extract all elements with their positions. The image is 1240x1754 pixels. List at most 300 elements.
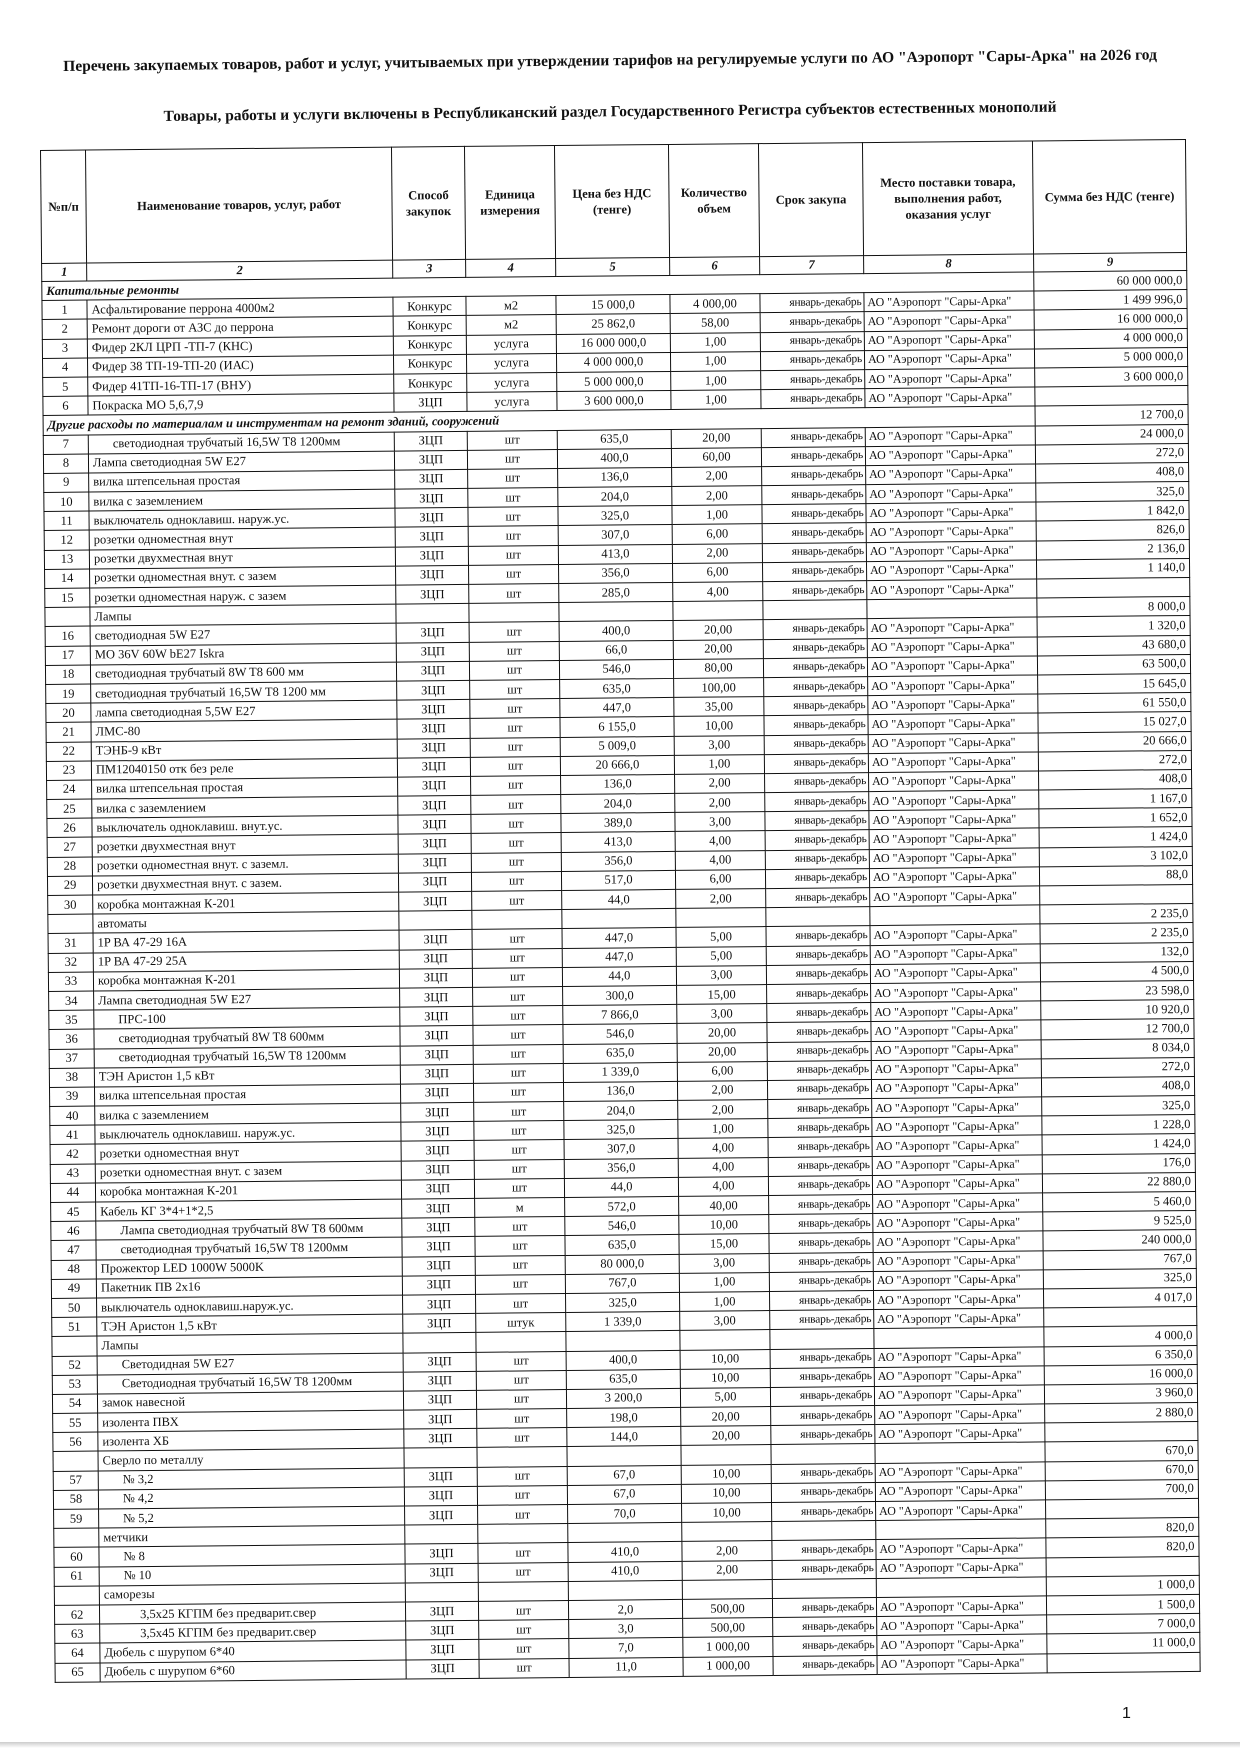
cell-sum — [1047, 1652, 1200, 1673]
cell-place: АО "Аэропорт "Сары-Арка" — [874, 1308, 1044, 1329]
cell-unit: м2 — [466, 315, 556, 335]
cell-price: 5 000 000,0 — [557, 371, 671, 391]
cell-term: январь-декабрь — [762, 485, 866, 505]
cell-unit: штук — [476, 1313, 566, 1333]
cell-num: 6 — [43, 396, 88, 416]
cell-name: светодиодная трубчатый 16,5W T8 1200мм — [96, 1237, 402, 1259]
cell-sum — [1035, 386, 1188, 407]
cell-method — [404, 1448, 477, 1468]
cell-num — [45, 607, 90, 627]
cell-name: 3,5х25 КГПМ без предварит.свер — [99, 1602, 405, 1624]
cell-unit: шт — [477, 1466, 567, 1486]
cell-term — [772, 1521, 876, 1541]
column-number: 7 — [760, 256, 864, 275]
cell-place: АО "Аэропорт "Сары-Арка" — [867, 617, 1037, 638]
cell-qty: 2,00 — [672, 543, 762, 563]
header-method: Способ закупок — [391, 146, 465, 260]
cell-place: АО "Аэропорт "Сары-Арка" — [864, 310, 1034, 331]
cell-qty: 3,00 — [674, 735, 764, 755]
cell-term: январь-декабрь — [766, 888, 870, 908]
cell-unit: шт — [474, 1102, 564, 1122]
cell-method: ЗЦП — [404, 1467, 477, 1487]
cell-price: 546,0 — [559, 659, 673, 679]
cell-sum: 88,0 — [1039, 865, 1192, 886]
cell-sum: 2 235,0 — [1040, 904, 1193, 925]
cell-qty — [681, 1445, 771, 1465]
cell-qty: 20,00 — [681, 1426, 771, 1446]
cell-name: вилка штепсельная простая — [94, 1084, 400, 1106]
cell-place: АО "Аэропорт "Сары-Арка" — [865, 445, 1035, 466]
cell-qty: 500,00 — [682, 1598, 772, 1618]
cell-sum: 63 500,0 — [1037, 654, 1190, 675]
cell-unit: шт — [472, 891, 562, 911]
cell-term: январь-декабрь — [761, 370, 865, 390]
cell-method: ЗЦП — [404, 1429, 477, 1449]
cell-num: 41 — [50, 1125, 95, 1145]
column-number: 1 — [42, 263, 87, 281]
cell-name: Фидер 41ТП-16-ТП-17 (ВНУ) — [88, 374, 394, 396]
group-title: автоматы — [93, 911, 399, 933]
cell-method: ЗЦП — [403, 1390, 476, 1410]
cell-method: ЗЦП — [398, 853, 471, 873]
cell-name: вилка с заземлением — [95, 1103, 401, 1125]
cell-sum: 700,0 — [1045, 1479, 1198, 1500]
cell-price: 44,0 — [562, 889, 676, 909]
cell-price: 204,0 — [564, 1100, 678, 1120]
column-number: 5 — [556, 257, 670, 276]
cell-term: январь-декабрь — [770, 1348, 874, 1368]
cell-price: 1 339,0 — [563, 1062, 677, 1082]
cell-place: АО "Аэропорт "Сары-Арка" — [876, 1538, 1046, 1559]
cell-unit: шт — [474, 1140, 564, 1160]
cell-method: ЗЦП — [402, 1237, 475, 1257]
cell-sum: 3 102,0 — [1039, 846, 1192, 867]
cell-name: коробка монтажная К-201 — [95, 1180, 401, 1202]
cell-num — [54, 1586, 99, 1606]
cell-sum: 4 017,0 — [1043, 1287, 1196, 1308]
cell-unit: шт — [476, 1389, 566, 1409]
cell-name: № 5,2 — [99, 1506, 405, 1528]
cell-qty: 20,00 — [677, 1042, 767, 1062]
cell-num: 31 — [48, 933, 93, 953]
cell-qty: 5,00 — [676, 946, 766, 966]
cell-price — [568, 1580, 682, 1600]
cell-sum: 2 880,0 — [1045, 1403, 1198, 1424]
cell-unit: шт — [477, 1485, 567, 1505]
cell-place: АО "Аэропорт "Сары-Арка" — [876, 1557, 1046, 1578]
cell-term: январь-декабрь — [762, 561, 866, 581]
cell-method: ЗЦП — [401, 1141, 474, 1161]
cell-price: 136,0 — [561, 774, 675, 794]
cell-qty: 58,00 — [670, 313, 760, 333]
cell-price: 410,0 — [568, 1561, 682, 1581]
cell-place: АО "Аэропорт "Сары-Арка" — [867, 637, 1037, 658]
cell-price: 204,0 — [561, 793, 675, 813]
cell-name: Фидер 38 ТП-19-ТП-20 (ИАС) — [87, 355, 393, 377]
cell-place: АО "Аэропорт "Сары-Арка" — [873, 1193, 1043, 1214]
cell-num: 25 — [47, 799, 92, 819]
cell-place: АО "Аэропорт "Сары-Арка" — [877, 1634, 1047, 1655]
cell-place: АО "Аэропорт "Сары-Арка" — [877, 1653, 1047, 1674]
cell-qty: 1,00 — [670, 332, 760, 352]
cell-unit: шт — [478, 1543, 568, 1563]
cell-name: Светодиодная трубчатый 16,5W T8 1200мм — [97, 1372, 403, 1394]
cell-num: 47 — [51, 1240, 96, 1260]
cell-name: ПРС-100 — [94, 1007, 400, 1029]
cell-place: АО "Аэропорт "Сары-Арка" — [871, 1039, 1041, 1060]
cell-price: 80 000,0 — [565, 1254, 679, 1274]
cell-qty — [682, 1579, 772, 1599]
cell-qty: 5,00 — [680, 1387, 770, 1407]
cell-place: АО "Аэропорт "Сары-Арка" — [864, 330, 1034, 351]
cell-name: Пакетник ПВ 2х16 — [96, 1276, 402, 1298]
cell-method: ЗЦП — [402, 1256, 475, 1276]
cell-term: январь-декабрь — [767, 1041, 871, 1061]
cell-sum: 4 000,0 — [1044, 1326, 1197, 1347]
cell-price: 572,0 — [565, 1196, 679, 1216]
cell-num: 21 — [46, 722, 91, 742]
cell-sum — [1040, 884, 1193, 905]
cell-num: 8 — [43, 454, 88, 474]
cell-place: АО "Аэропорт "Сары-Арка" — [871, 982, 1041, 1003]
cell-num: 23 — [46, 761, 91, 781]
cell-sum: 767,0 — [1043, 1249, 1196, 1270]
cell-price: 2,0 — [568, 1599, 682, 1619]
cell-qty: 2,00 — [676, 889, 766, 909]
cell-price: 325,0 — [566, 1292, 680, 1312]
cell-num: 49 — [51, 1279, 96, 1299]
cell-name: Дюбель с шурупом 6*40 — [100, 1640, 406, 1662]
cell-place: АО "Аэропорт "Сары-Арка" — [864, 291, 1034, 312]
cell-unit: шт — [471, 795, 561, 815]
cell-qty: 500,00 — [683, 1618, 773, 1638]
cell-price: 635,0 — [560, 678, 674, 698]
cell-term: январь-декабрь — [773, 1636, 877, 1656]
cell-unit: шт — [472, 929, 562, 949]
cell-price: 3,0 — [569, 1619, 683, 1639]
cell-name: выключатель одноклавиш. наруж.ус. — [89, 508, 395, 530]
cell-qty: 1,00 — [679, 1272, 769, 1292]
cell-place: АО "Аэропорт "Сары-Арка" — [864, 349, 1034, 370]
cell-method: ЗЦП — [402, 1275, 475, 1295]
cell-unit: шт — [472, 967, 562, 987]
cell-qty: 20,00 — [681, 1407, 771, 1427]
cell-term: январь-декабрь — [763, 619, 867, 639]
cell-num: 62 — [54, 1605, 99, 1625]
cell-method: ЗЦП — [397, 738, 470, 758]
cell-term: январь-декабрь — [763, 638, 867, 658]
cell-name: светодиодная трубчатый 16,5W T8 1200 мм — [91, 681, 397, 703]
cell-method: ЗЦП — [395, 469, 468, 489]
cell-place: АО "Аэропорт "Сары-Арка" — [872, 1097, 1042, 1118]
cell-term: январь-декабрь — [772, 1559, 876, 1579]
cell-term — [763, 600, 867, 620]
cell-name: Лампа светодиодная 5W E27 — [94, 988, 400, 1010]
cell-qty: 1 000,00 — [683, 1637, 773, 1657]
cell-qty: 10,00 — [682, 1503, 772, 1523]
group-title: метчики — [99, 1525, 405, 1547]
cell-price: 635,0 — [565, 1235, 679, 1255]
cell-method: ЗЦП — [398, 776, 471, 796]
cell-num: 2 — [42, 319, 87, 339]
cell-place: АО "Аэропорт "Сары-Арка" — [872, 1155, 1042, 1176]
cell-term — [770, 1329, 874, 1349]
cell-price: 400,0 — [566, 1350, 680, 1370]
cell-sum: 1 320,0 — [1037, 616, 1190, 637]
cell-num: 12 — [44, 530, 89, 550]
cell-sum: 8 000,0 — [1037, 597, 1190, 618]
cell-term: январь-декабрь — [769, 1252, 873, 1272]
cell-name: коробка монтажная К-201 — [93, 892, 399, 914]
cell-qty: 2,00 — [672, 486, 762, 506]
cell-unit — [469, 603, 559, 623]
cell-name: светодиодная трубчатый 8W T8 600 мм — [90, 662, 396, 684]
cell-term: январь-декабрь — [763, 581, 867, 601]
cell-unit: шт — [473, 1006, 563, 1026]
cell-sum — [1044, 1307, 1197, 1328]
cell-num: 5 — [43, 377, 88, 397]
cell-unit: шт — [468, 526, 558, 546]
cell-sum: 325,0 — [1042, 1096, 1195, 1117]
cell-sum: 1 499 996,0 — [1034, 290, 1187, 311]
cell-sum: 3 600 000,0 — [1035, 366, 1188, 387]
cell-qty: 2,00 — [675, 793, 765, 813]
cell-term: январь-декабрь — [765, 849, 869, 869]
group-title: Лампы — [97, 1333, 403, 1355]
cell-term: январь-декабрь — [760, 350, 864, 370]
cell-qty: 1,00 — [671, 390, 761, 410]
cell-sum: 670,0 — [1045, 1441, 1198, 1462]
cell-price: 15 000,0 — [556, 295, 670, 315]
cell-term: январь-декабрь — [767, 1060, 871, 1080]
cell-unit: шт — [471, 814, 561, 834]
cell-method: ЗЦП — [396, 565, 469, 585]
cell-term: январь-декабрь — [766, 964, 870, 984]
cell-num: 38 — [49, 1068, 94, 1088]
cell-place: АО "Аэропорт "Сары-Арка" — [875, 1462, 1045, 1483]
cell-num: 46 — [51, 1221, 96, 1241]
cell-num: 40 — [50, 1106, 95, 1126]
cell-num: 22 — [46, 742, 91, 762]
cell-price — [562, 909, 676, 929]
cell-method: ЗЦП — [401, 1179, 474, 1199]
cell-unit: шт — [478, 1600, 568, 1620]
cell-name: Лампа светодиодная трубчатый 8W T8 600мм — [96, 1218, 402, 1240]
group-title: Лампы — [90, 604, 396, 626]
cell-place: АО "Аэропорт "Сары-Арка" — [875, 1423, 1045, 1444]
cell-term: январь-декабрь — [768, 1175, 872, 1195]
cell-sum: 1 842,0 — [1036, 501, 1189, 522]
cell-num: 26 — [47, 818, 92, 838]
cell-name: светодиодная трубчатый 8W T8 600мм — [94, 1026, 400, 1048]
cell-term: январь-декабрь — [768, 1118, 872, 1138]
section-title: Капитальные ремонты — [42, 272, 1034, 301]
cell-place: АО "Аэропорт "Сары-Арка" — [868, 752, 1038, 773]
cell-unit: шт — [469, 584, 559, 604]
cell-place: АО "Аэропорт "Сары-Арка" — [871, 1078, 1041, 1099]
cell-method: ЗЦП — [400, 1045, 473, 1065]
cell-price: 447,0 — [562, 928, 676, 948]
cell-method: ЗЦП — [400, 987, 473, 1007]
cell-place: АО "Аэропорт "Сары-Арка" — [868, 675, 1038, 696]
cell-qty: 20,00 — [677, 1023, 767, 1043]
cell-price: 400,0 — [557, 448, 671, 468]
cell-method: ЗЦП — [401, 1160, 474, 1180]
cell-term: январь-декабрь — [763, 657, 867, 677]
cell-num: 29 — [47, 876, 92, 896]
cell-sum: 408,0 — [1041, 1076, 1194, 1097]
cell-num — [53, 1451, 98, 1471]
cell-term: январь-декабрь — [765, 772, 869, 792]
cell-price: 635,0 — [557, 429, 671, 449]
cell-term: январь-декабрь — [764, 696, 868, 716]
cell-price: 66,0 — [559, 640, 673, 660]
cell-unit: шт — [471, 833, 561, 853]
cell-place: АО "Аэропорт "Сары-Арка" — [866, 464, 1036, 485]
cell-unit: шт — [478, 1504, 568, 1524]
cell-place: АО "Аэропорт "Сары-Арка" — [874, 1346, 1044, 1367]
cell-name: вилка с заземлением — [89, 489, 395, 511]
cell-term: январь-декабрь — [769, 1233, 873, 1253]
cell-method: ЗЦП — [405, 1563, 478, 1583]
cell-place: АО "Аэропорт "Сары-Арка" — [872, 1116, 1042, 1137]
cell-unit: шт — [467, 430, 557, 450]
cell-name: изолента ХБ — [98, 1429, 404, 1451]
cell-method: ЗЦП — [396, 661, 469, 681]
cell-term: январь-декабрь — [764, 677, 868, 697]
cell-term: январь-декабрь — [768, 1099, 872, 1119]
cell-method: ЗЦП — [398, 834, 471, 854]
cell-method — [399, 911, 472, 931]
cell-place: АО "Аэропорт "Сары-Арка" — [869, 828, 1039, 849]
cell-sum — [1037, 577, 1190, 598]
cell-qty: 6,00 — [675, 869, 765, 889]
cell-sum: 16 000,0 — [1044, 1364, 1197, 1385]
cell-term: январь-декабрь — [764, 715, 868, 735]
column-number: 8 — [864, 254, 1034, 274]
cell-qty: 3,00 — [675, 812, 765, 832]
cell-qty: 6,00 — [672, 524, 762, 544]
cell-place — [876, 1519, 1046, 1540]
cell-num: 44 — [50, 1183, 95, 1203]
cell-term: январь-декабрь — [769, 1290, 873, 1310]
cell-name: розетки одноместная внут. с зазем — [95, 1161, 401, 1183]
cell-method: ЗЦП — [397, 719, 470, 739]
cell-qty: 80,00 — [673, 658, 763, 678]
cell-num: 56 — [53, 1432, 98, 1452]
cell-price: 767,0 — [565, 1273, 679, 1293]
cell-num: 11 — [44, 511, 89, 531]
cell-sum: 1 000,0 — [1046, 1575, 1199, 1596]
cell-name: розетки одноместная внут. с заземл. — [92, 854, 398, 876]
section-title: Другие расходы по материалам и инструментам на ремонт зданий, сооружений — [43, 406, 1035, 435]
cell-unit: услуга — [467, 392, 557, 412]
cell-qty: 3,00 — [679, 1253, 769, 1273]
cell-sum: 3 960,0 — [1044, 1383, 1197, 1404]
cell-place: АО "Аэропорт "Сары-Арка" — [866, 483, 1036, 504]
cell-method: ЗЦП — [398, 795, 471, 815]
cell-price — [568, 1523, 682, 1543]
cell-sum: 1 140,0 — [1036, 558, 1189, 579]
cell-name: светодиодная трубчатый 16,5W T8 1200мм — [88, 432, 394, 454]
cell-name: Прожектор LED 1000W 5000K — [96, 1257, 402, 1279]
cell-unit: шт — [479, 1620, 569, 1640]
cell-num: 55 — [53, 1413, 98, 1433]
cell-price: 67,0 — [567, 1484, 681, 1504]
cell-place: АО "Аэропорт "Сары-Арка" — [867, 656, 1037, 677]
cell-name: 1P ВА 47-29 25А — [93, 950, 399, 972]
cell-method: ЗЦП — [400, 1007, 473, 1027]
cell-place: АО "Аэропорт "Сары-Арка" — [870, 943, 1040, 964]
cell-price: 5 009,0 — [560, 736, 674, 756]
cell-method: ЗЦП — [401, 1122, 474, 1142]
cell-unit: шт — [469, 660, 559, 680]
cell-place: АО "Аэропорт "Сары-Арка" — [870, 886, 1040, 907]
cell-qty: 4,00 — [673, 582, 763, 602]
cell-qty: 20,00 — [673, 620, 763, 640]
cell-num: 64 — [55, 1643, 100, 1663]
cell-qty: 100,00 — [674, 678, 764, 698]
cell-place: АО "Аэропорт "Сары-Арка" — [874, 1366, 1044, 1387]
cell-num: 39 — [49, 1087, 94, 1107]
cell-qty: 3,00 — [680, 1311, 770, 1331]
cell-num: 19 — [46, 684, 91, 704]
cell-num: 9 — [44, 473, 89, 493]
cell-unit: шт — [469, 622, 559, 642]
cell-price: 300,0 — [563, 985, 677, 1005]
cell-sum: 325,0 — [1036, 482, 1189, 503]
cell-num — [52, 1336, 97, 1356]
cell-sum: 43 680,0 — [1037, 635, 1190, 656]
cell-qty: 1,00 — [674, 754, 764, 774]
cell-sum: 820,0 — [1046, 1518, 1199, 1539]
cell-method: ЗЦП — [403, 1352, 476, 1372]
cell-method: Конкурс — [393, 297, 466, 317]
cell-qty: 3,00 — [677, 1004, 767, 1024]
cell-place: АО "Аэропорт "Сары-Арка" — [868, 713, 1038, 734]
cell-unit: шт — [470, 718, 560, 738]
cell-price: 356,0 — [561, 851, 675, 871]
cell-term: январь-декабрь — [764, 734, 868, 754]
cell-term — [771, 1444, 875, 1464]
cell-sum: 5 000 000,0 — [1034, 347, 1187, 368]
cell-method: ЗЦП — [399, 891, 472, 911]
cell-term: январь-декабрь — [772, 1597, 876, 1617]
cell-unit: шт — [469, 641, 559, 661]
cell-unit: шт — [468, 545, 558, 565]
cell-num: 59 — [54, 1509, 99, 1529]
cell-price: 16 000 000,0 — [556, 333, 670, 353]
cell-num: 51 — [52, 1317, 97, 1337]
cell-unit: шт — [478, 1562, 568, 1582]
cell-unit: шт — [475, 1217, 565, 1237]
cell-method: ЗЦП — [395, 527, 468, 547]
cell-method: ЗЦП — [395, 488, 468, 508]
cell-unit: шт — [472, 948, 562, 968]
cell-unit: шт — [476, 1293, 566, 1313]
cell-sum: 60 000 000,0 — [1034, 270, 1187, 291]
cell-term: январь-декабрь — [769, 1214, 873, 1234]
cell-name: вилка с заземлением — [92, 796, 398, 818]
cell-name: 3,5х45 КГПМ без предварит.свер — [100, 1621, 406, 1643]
cell-price: 11,0 — [569, 1657, 683, 1677]
cell-unit: шт — [479, 1658, 569, 1678]
cell-name: розетки одноместная внут — [95, 1142, 401, 1164]
cell-place: АО "Аэропорт "Сары-Арка" — [871, 1020, 1041, 1041]
cell-qty: 10,00 — [681, 1464, 771, 1484]
cell-num: 54 — [52, 1394, 97, 1414]
cell-term: январь-декабрь — [762, 542, 866, 562]
